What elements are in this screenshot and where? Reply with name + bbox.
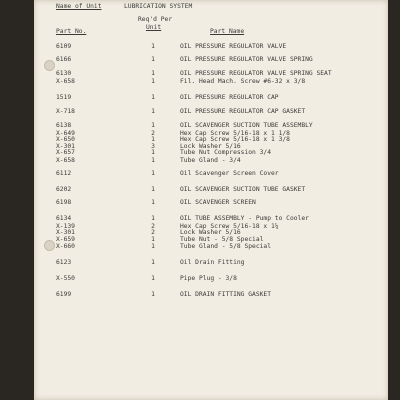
row-qty: 1 [151, 149, 155, 156]
row-qty: 1 [151, 94, 155, 101]
row-part-no: 6123 [56, 259, 72, 266]
row-part-no: X-139 [56, 223, 75, 230]
row-part-name: Tube Gland - 3/4 [180, 157, 241, 164]
unit-label: Name of Unit [56, 3, 102, 10]
row-part-name: OIL PRESSURE REGULATOR VALVE [180, 43, 287, 50]
row-qty: 1 [151, 291, 155, 298]
row-qty: 1 [151, 108, 155, 115]
row-qty: 1 [151, 215, 155, 222]
row-part-no: 6202 [56, 186, 72, 193]
row-part-name: OIL PRESSURE REGULATOR VALVE SPRING [180, 56, 313, 63]
row-part-name: Tube Gland - 5/8 Special [180, 243, 271, 250]
row-part-name: Tube Nut - 5/8 Special [180, 236, 264, 243]
row-part-name: OIL PRESSURE REGULATOR CAP GASKET [180, 108, 306, 115]
row-part-name: OIL SCAVENGER SUCTION TUBE GASKET [180, 186, 306, 193]
row-part-no: 6130 [56, 70, 72, 77]
row-qty: 1 [151, 157, 155, 164]
row-qty: 1 [151, 243, 155, 250]
row-part-no: 6109 [56, 43, 72, 50]
row-part-no: 6199 [56, 291, 72, 298]
row-part-no: X-659 [56, 236, 75, 243]
unit-name: LUBRICATION SYSTEM [124, 3, 193, 10]
row-part-no: 6166 [56, 56, 72, 63]
qty-header-line2: Unit [146, 24, 162, 31]
row-qty: 1 [151, 78, 155, 85]
row-part-no: X-650 [56, 136, 75, 143]
row-qty: 1 [151, 70, 155, 77]
row-part-no: X-649 [56, 130, 75, 137]
row-qty: 1 [151, 259, 155, 266]
punch-hole [44, 240, 55, 251]
row-part-name: Hex Cap Screw 5/16-18 x 1 1/8 [180, 130, 290, 137]
part-no-header: Part No. [56, 28, 87, 35]
row-qty: 1 [151, 136, 155, 143]
row-part-name: OIL PRESSURE REGULATOR CAP [180, 94, 279, 101]
punch-hole [44, 60, 55, 71]
row-qty: 1 [151, 199, 155, 206]
row-qty: 3 [151, 143, 155, 150]
row-part-name: OIL SCAVENGER SUCTION TUBE ASSEMBLY [180, 122, 313, 129]
row-part-no: X-658 [56, 157, 75, 164]
row-qty: 2 [151, 130, 155, 137]
row-part-name: Tube Nut Compression 3/4 [180, 149, 271, 156]
qty-header-line1: Req'd Per [138, 16, 173, 23]
row-part-no: X-658 [56, 78, 75, 85]
row-part-name: Oil Drain Fitting [180, 259, 245, 266]
row-qty: 2 [151, 229, 155, 236]
row-part-no: X-660 [56, 243, 75, 250]
row-qty: 1 [151, 236, 155, 243]
row-part-name: OIL DRAIN FITTING GASKET [180, 291, 271, 298]
row-part-name: OIL PRESSURE REGULATOR VALVE SPRING SEAT [180, 70, 332, 77]
row-part-no: X-301 [56, 229, 75, 236]
row-part-no: X-718 [56, 108, 75, 115]
document-page [34, 0, 388, 400]
row-part-no: X-657 [56, 149, 75, 156]
row-part-name: Lock Washer 5/16 [180, 143, 241, 150]
row-part-name: Hex Cap Screw 5/16-18 x 1 3/8 [180, 136, 290, 143]
row-part-no: 1519 [56, 94, 72, 101]
row-qty: 1 [151, 43, 155, 50]
part-name-header: Part Name [210, 28, 245, 35]
row-part-name: OIL SCAVENGER SCREEN [180, 199, 256, 206]
row-part-no: X-301 [56, 143, 75, 150]
row-part-no: 6134 [56, 215, 72, 222]
row-qty: 1 [151, 170, 155, 177]
row-part-name: Hex Cap Screw 5/16-18 x 1¼ [180, 223, 279, 230]
row-part-no: 6138 [56, 122, 72, 129]
row-qty: 1 [151, 186, 155, 193]
row-part-no: 6198 [56, 199, 72, 206]
row-qty: 2 [151, 223, 155, 230]
row-part-name: Oil Scavenger Screen Cover [180, 170, 279, 177]
row-qty: 1 [151, 56, 155, 63]
row-part-no: 6112 [56, 170, 72, 177]
row-qty: 1 [151, 275, 155, 282]
row-part-name: Fil. Head Mach. Screw #6-32 x 3/8 [180, 78, 306, 85]
row-part-no: X-550 [56, 275, 75, 282]
row-part-name: Lock Washer 5/16 [180, 229, 241, 236]
row-part-name: Pipe Plug - 3/8 [180, 275, 237, 282]
row-part-name: OIL TUBE ASSEMBLY - Pump to Cooler [180, 215, 309, 222]
row-qty: 1 [151, 122, 155, 129]
